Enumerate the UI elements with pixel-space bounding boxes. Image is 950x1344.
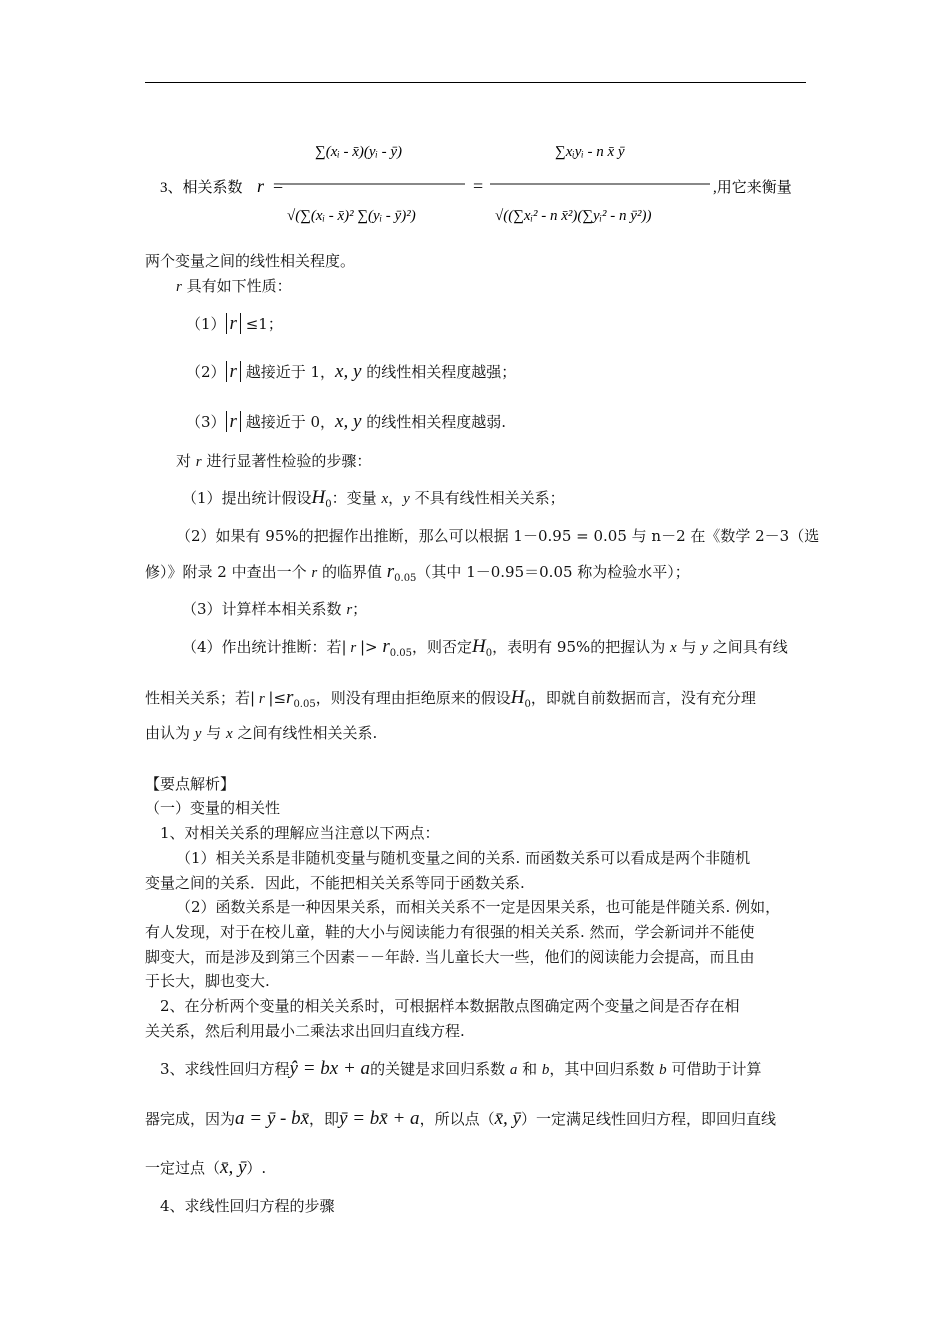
- step-5-c: ，则没有理由拒绝原来的假设: [315, 689, 511, 707]
- step-3-r: r: [346, 602, 353, 618]
- item-3-av: a: [509, 1062, 518, 1078]
- formula-tail: ,用它来衡量: [713, 180, 792, 196]
- property-2: [186, 361, 516, 383]
- test-intro-a: 对: [176, 452, 196, 470]
- step-4-e: 与: [676, 638, 702, 656]
- item-3l2-d: ）一定满足线性回归方程，即回归直线: [520, 1110, 776, 1128]
- step-2b-c: （其中 1－0.95＝0.05 称为检验水平）；: [416, 563, 690, 581]
- step-5-r: r: [255, 691, 269, 707]
- analysis-item-1: 1、对相关关系的理解应当注意以下两点：: [160, 824, 440, 842]
- step-1-c: ，: [388, 489, 404, 507]
- step-4-h: H: [472, 636, 486, 657]
- step-4-rr: r: [382, 636, 390, 657]
- property-3: [186, 411, 506, 433]
- vars-xy-3: x, y: [335, 411, 362, 432]
- step-4-line-a: [182, 636, 788, 665]
- item-3-c: 和: [517, 1060, 542, 1078]
- step-6-x: x: [226, 726, 233, 742]
- step-4-hsub: 0: [485, 648, 493, 659]
- item-3l2-b: ，即: [309, 1110, 340, 1128]
- abs-r-1: r: [226, 313, 241, 334]
- analysis-p1a: （1）相关关系是非随机变量与随机变量之间的关系. 而函数关系可以看成是两个非随机: [176, 849, 751, 867]
- abs-r-3: r: [226, 411, 241, 432]
- step-4-c: ，则否定: [412, 638, 473, 656]
- step-1-y: y: [403, 491, 410, 507]
- step-5-hsub: 0: [524, 699, 531, 710]
- step-2b-rr: r: [386, 561, 395, 582]
- step-5-rr: r: [286, 687, 294, 708]
- step-1: [182, 487, 565, 516]
- formula-eq-2: =: [473, 176, 484, 196]
- step-1-d: 不具有线性相关关系；: [409, 489, 565, 507]
- item-3-bv2: b: [659, 1062, 667, 1078]
- step-2b-r: r: [311, 565, 318, 581]
- step-1-a: （1）提出统计假设: [182, 489, 312, 507]
- step-5-h: H: [510, 687, 525, 708]
- property-3-tail: 的线性相关程度越弱.: [361, 413, 506, 431]
- analysis-p2c: 脚变大，而是涉及到第三个因素－－年龄. 当儿童长大一些，他们的阅读能力会提高，而且由: [145, 948, 755, 966]
- step-1-h: H: [311, 487, 326, 508]
- property-3-mid: 越接近于 0，: [240, 413, 336, 431]
- step-4-f: 之间具有线: [707, 638, 788, 656]
- var-r: r: [176, 279, 182, 295]
- step-4-y: y: [701, 640, 708, 656]
- formula-den-1: √(∑(xᵢ - x̄)² ∑(yᵢ - ȳ)²): [287, 208, 416, 224]
- step-2b-rsub: 0.05: [394, 573, 417, 584]
- test-intro: [176, 450, 371, 473]
- text-line-1: 两个变量之间的线性相关程度。: [145, 252, 356, 270]
- formula-eq-1: =: [273, 176, 284, 196]
- step-3: [182, 598, 367, 621]
- correlation-formula: [145, 130, 845, 250]
- step-4-line-b: [145, 687, 756, 716]
- item-3l2-c: ，所以点（: [419, 1110, 495, 1128]
- analysis-item-3: [160, 1058, 761, 1081]
- properties-intro: [176, 275, 292, 298]
- analysis-item-3-line-2: [145, 1108, 776, 1130]
- item-3l2-eq1: a = ȳ - bx̄: [235, 1108, 310, 1129]
- item-3l2-pt: x̄, ȳ: [494, 1108, 521, 1129]
- formula-num-2: ∑xᵢyᵢ - n x̄ ȳ: [555, 144, 625, 160]
- property-1: [186, 313, 283, 335]
- property-1-lead: （1）: [186, 315, 226, 333]
- property-3-lead: （3）: [186, 413, 226, 431]
- step-2-line-b: [145, 561, 690, 590]
- step-5-b: |≤: [268, 689, 287, 707]
- step-6-c: 之间有线性相关关系.: [232, 724, 378, 742]
- formula-var-r: r: [257, 176, 265, 196]
- formula-den-2: √((∑xᵢ² - n x̄²)(∑yᵢ² - n ȳ²)): [495, 208, 652, 224]
- property-2-mid: 越接近于 1，: [240, 363, 336, 381]
- item-3l3-a: 一定过点（: [145, 1159, 221, 1177]
- formula-lead: 3、相关系数: [160, 180, 243, 196]
- step-1-x: x: [381, 491, 389, 507]
- item-3-a: 3、求线性回归方程: [160, 1060, 290, 1078]
- step-4-x: x: [670, 640, 677, 656]
- item-3l2-a: 器完成，因为: [145, 1110, 236, 1128]
- item-3-b: 的关键是求回归系数: [370, 1060, 510, 1078]
- item-3l2-eq2: ȳ = bx̄ + a: [339, 1108, 420, 1129]
- step-2b-b: 的临界值: [317, 563, 387, 581]
- step-5-d: ，即就自前数据而言，没有充分理: [530, 689, 756, 707]
- analysis-p2d: 于长大，脚也变大.: [145, 972, 270, 990]
- item-3-eq: ŷ = bx + a: [289, 1058, 371, 1079]
- step-1-b: ：变量: [331, 489, 382, 507]
- step-4-rsub: 0.05: [389, 648, 413, 659]
- step-4-d: ，表明有 95%的把握认为: [492, 638, 671, 656]
- analysis-subheading: （一）变量的相关性: [145, 799, 281, 817]
- item-3l3-b: ）.: [246, 1159, 267, 1177]
- step-4-r: r: [346, 640, 360, 656]
- formula-num-1: ∑(xᵢ - x̄)(yᵢ - ȳ): [315, 144, 403, 160]
- analysis-item-3-line-3: [145, 1157, 266, 1179]
- property-1-tail: ≤1；: [240, 315, 283, 333]
- property-2-lead: （2）: [186, 363, 226, 381]
- step-2b-a: 修）》附录 2 中查出一个: [145, 563, 312, 581]
- analysis-heading: 【要点解析】: [145, 775, 236, 793]
- analysis-p2b: 有人发现，对于在校儿童，鞋的大小与阅读能力有很强的相关关系. 然而，学会新词并不能使: [145, 923, 755, 941]
- analysis-item-2a: 2、在分析两个变量的相关关系时，可根据样本数据散点图确定两个变量之间是否存在相: [160, 997, 740, 1015]
- property-2-tail: 的线性相关程度越强；: [361, 363, 517, 381]
- step-4-line-c: [145, 722, 377, 745]
- item-3l3-pt: x̄, ȳ: [220, 1157, 247, 1178]
- analysis-item-4: 4、求线性回归方程的步骤: [160, 1197, 335, 1215]
- analysis-item-2b: 关关系，然后利用最小二乘法求出回归直线方程.: [145, 1022, 465, 1040]
- step-3-a: （3）计算样本相关系数: [182, 600, 347, 618]
- step-1-h-sub: 0: [325, 499, 332, 510]
- test-intro-b: 进行显著性检验的步骤：: [201, 452, 372, 470]
- test-intro-var: r: [195, 454, 202, 470]
- step-5-rsub: 0.05: [293, 699, 316, 710]
- correlation-formula-svg: [145, 130, 845, 250]
- step-4-b: |>: [359, 638, 383, 656]
- step-6-y: y: [194, 726, 202, 742]
- step-6-b: 与: [201, 724, 226, 742]
- item-3-e: 可借助于计算: [666, 1060, 762, 1078]
- step-6-a: 由认为: [145, 724, 195, 742]
- step-4-a: （4）作出统计推断：若|: [182, 638, 347, 656]
- item-3-d: ，其中回归系数: [549, 1060, 660, 1078]
- analysis-p2a: （2）函数关系是一种因果关系，而相关关系不一定是因果关系，也可能是伴随关系. 例如，: [176, 898, 781, 916]
- vars-xy-2: x, y: [335, 361, 362, 382]
- abs-r-2: r: [226, 361, 241, 382]
- item-3-bv: b: [541, 1062, 550, 1078]
- step-2-line-a: （2）如果有 95%的把握作出推断，那么可以根据 1－0.95 = 0.05 与 n－2 在《数学 2－3（选: [176, 527, 820, 545]
- step-3-b: ；: [352, 600, 368, 618]
- step-5-a: 性相关关系；若|: [145, 689, 256, 707]
- analysis-p1b: 变量之间的关系．因此，不能把相关关系等同于函数关系.: [145, 874, 525, 892]
- header-rule: [145, 82, 806, 83]
- properties-intro-text: 具有如下性质：: [181, 277, 292, 295]
